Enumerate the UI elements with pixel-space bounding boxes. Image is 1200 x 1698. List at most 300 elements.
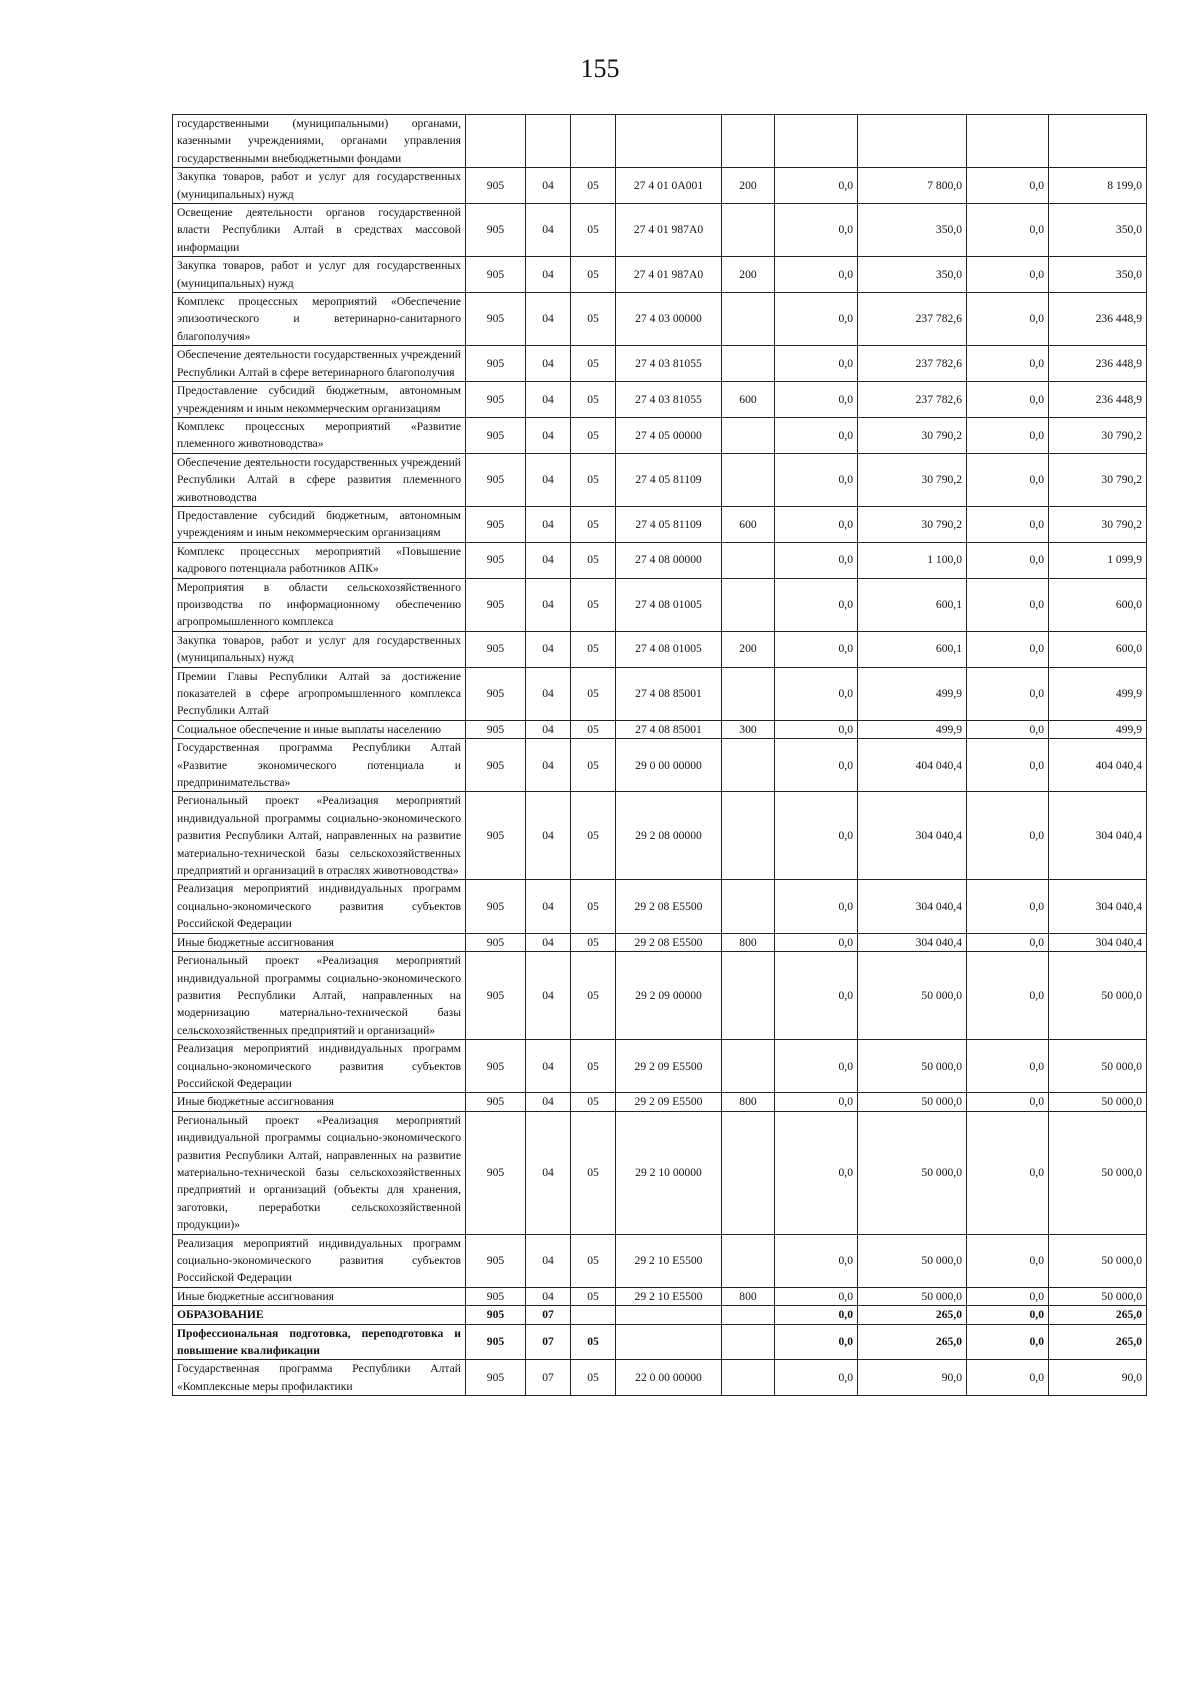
target-article-cell: 29 0 00 00000	[616, 739, 722, 792]
subsection-code-cell: 05	[571, 631, 616, 667]
ved-code-cell: 905	[466, 1287, 526, 1305]
table-row	[173, 1306, 1147, 1324]
row-name-cell: Реализация мероприятий индивидуальных программ социально-экономического развития субъектов Российской Федерации	[173, 880, 466, 933]
value-col-4-cell: 50 000,0	[1049, 1234, 1147, 1287]
value-col-4-cell: 30 790,2	[1049, 417, 1147, 453]
expense-type-cell	[722, 1234, 775, 1287]
value-col-1-cell: 0,0	[775, 204, 858, 257]
target-article-cell: 27 4 05 81109	[616, 453, 722, 506]
target-article-cell	[616, 115, 722, 168]
value-col-2-cell: 265,0	[858, 1306, 967, 1324]
section-code-cell: 04	[526, 667, 571, 720]
section-code-cell: 07	[526, 1360, 571, 1396]
subsection-code-cell: 05	[571, 542, 616, 578]
section-code-cell: 04	[526, 1040, 571, 1093]
value-col-1-cell: 0,0	[775, 792, 858, 880]
value-col-2-cell: 304 040,4	[858, 933, 967, 951]
subsection-code-cell: 05	[571, 952, 616, 1040]
target-article-cell	[616, 1306, 722, 1324]
value-col-1-cell: 0,0	[775, 1111, 858, 1234]
ved-code-cell: 905	[466, 506, 526, 542]
table-row	[173, 1234, 1147, 1287]
section-code-cell: 04	[526, 1287, 571, 1305]
ved-code-cell: 905	[466, 792, 526, 880]
row-name-cell: Государственная программа Республики Алтай «Комплексные меры профилактики	[173, 1360, 466, 1396]
value-col-2-cell: 304 040,4	[858, 792, 967, 880]
value-col-2-cell: 350,0	[858, 204, 967, 257]
value-col-3-cell	[967, 115, 1049, 168]
expense-type-cell	[722, 1040, 775, 1093]
table-body	[173, 115, 1147, 1396]
row-name-cell: Комплекс процессных мероприятий «Обеспечение эпизоотического и ветеринарно-санитарного благополучия»	[173, 293, 466, 346]
section-code-cell: 04	[526, 952, 571, 1040]
value-col-3-cell: 0,0	[967, 346, 1049, 382]
value-col-2-cell: 237 782,6	[858, 293, 967, 346]
value-col-1-cell: 0,0	[775, 542, 858, 578]
value-col-3-cell: 0,0	[967, 578, 1049, 631]
row-name-cell: Комплекс процессных мероприятий «Развитие племенного животноводства»	[173, 417, 466, 453]
subsection-code-cell: 05	[571, 417, 616, 453]
table-row	[173, 1324, 1147, 1360]
subsection-code-cell: 05	[571, 1360, 616, 1396]
target-article-cell: 27 4 05 00000	[616, 417, 722, 453]
value-col-1-cell: 0,0	[775, 1287, 858, 1305]
ved-code-cell: 905	[466, 382, 526, 418]
value-col-1-cell: 0,0	[775, 578, 858, 631]
section-code-cell: 07	[526, 1306, 571, 1324]
value-col-3-cell: 0,0	[967, 1234, 1049, 1287]
table-row	[173, 257, 1147, 293]
value-col-4-cell: 600,0	[1049, 578, 1147, 631]
value-col-4-cell: 1 099,9	[1049, 542, 1147, 578]
expense-type-cell	[722, 1306, 775, 1324]
row-name-cell: ОБРАЗОВАНИЕ	[173, 1306, 466, 1324]
subsection-code-cell	[571, 1306, 616, 1324]
section-code-cell: 04	[526, 346, 571, 382]
value-col-4-cell: 50 000,0	[1049, 1040, 1147, 1093]
value-col-4-cell: 30 790,2	[1049, 453, 1147, 506]
table-row	[173, 1093, 1147, 1111]
ved-code-cell: 905	[466, 168, 526, 204]
target-article-cell: 29 2 08 E5500	[616, 933, 722, 951]
value-col-1-cell: 0,0	[775, 933, 858, 951]
value-col-3-cell: 0,0	[967, 667, 1049, 720]
row-name-cell: Профессиональная подготовка, переподготовка и повышение квалификации	[173, 1324, 466, 1360]
value-col-3-cell: 0,0	[967, 952, 1049, 1040]
row-name-cell: Реализация мероприятий индивидуальных программ социально-экономического развития субъектов Российской Федерации	[173, 1234, 466, 1287]
value-col-2-cell: 30 790,2	[858, 417, 967, 453]
value-col-1-cell: 0,0	[775, 453, 858, 506]
section-code-cell: 04	[526, 1111, 571, 1234]
expense-type-cell	[722, 346, 775, 382]
subsection-code-cell: 05	[571, 204, 616, 257]
value-col-2-cell: 237 782,6	[858, 346, 967, 382]
value-col-2-cell: 50 000,0	[858, 952, 967, 1040]
target-article-cell: 27 4 03 81055	[616, 346, 722, 382]
subsection-code-cell: 05	[571, 578, 616, 631]
value-col-4-cell: 8 199,0	[1049, 168, 1147, 204]
section-code-cell: 04	[526, 578, 571, 631]
value-col-4-cell: 236 448,9	[1049, 346, 1147, 382]
value-col-2-cell: 1 100,0	[858, 542, 967, 578]
section-code-cell: 04	[526, 453, 571, 506]
expense-type-cell	[722, 1111, 775, 1234]
ved-code-cell: 905	[466, 1040, 526, 1093]
value-col-1-cell: 0,0	[775, 506, 858, 542]
table-row	[173, 346, 1147, 382]
value-col-4-cell: 50 000,0	[1049, 1111, 1147, 1234]
table-row	[173, 792, 1147, 880]
ved-code-cell: 905	[466, 1234, 526, 1287]
ved-code-cell: 905	[466, 720, 526, 738]
value-col-4-cell: 304 040,4	[1049, 880, 1147, 933]
target-article-cell: 29 2 09 00000	[616, 952, 722, 1040]
target-article-cell: 29 2 08 E5500	[616, 880, 722, 933]
row-name-cell: Региональный проект «Реализация мероприятий индивидуальной программы социально-экономического развития Республики Алтай, направленных на развитие материально-технической базы сельскохозяйственных предприятий и организаций (объекты для хранения, заготовки, переработки сельскохозяйственной продукции)»	[173, 1111, 466, 1234]
value-col-2-cell: 50 000,0	[858, 1093, 967, 1111]
budget-table	[172, 114, 1147, 1396]
table-row	[173, 631, 1147, 667]
expense-type-cell	[722, 667, 775, 720]
row-name-cell: Иные бюджетные ассигнования	[173, 933, 466, 951]
subsection-code-cell: 05	[571, 1324, 616, 1360]
subsection-code-cell: 05	[571, 720, 616, 738]
value-col-4-cell	[1049, 115, 1147, 168]
target-article-cell: 27 4 08 85001	[616, 720, 722, 738]
value-col-2-cell: 304 040,4	[858, 880, 967, 933]
ved-code-cell: 905	[466, 667, 526, 720]
value-col-1-cell: 0,0	[775, 1093, 858, 1111]
table-row	[173, 453, 1147, 506]
value-col-3-cell: 0,0	[967, 739, 1049, 792]
row-name-cell: Государственная программа Республики Алтай «Развитие экономического потенциала и предпринимательства»	[173, 739, 466, 792]
section-code-cell: 04	[526, 257, 571, 293]
value-col-3-cell: 0,0	[967, 382, 1049, 418]
row-name-cell: Реализация мероприятий индивидуальных программ социально-экономического развития субъектов Российской Федерации	[173, 1040, 466, 1093]
section-code-cell: 07	[526, 1324, 571, 1360]
value-col-2-cell: 600,1	[858, 578, 967, 631]
expense-type-cell	[722, 453, 775, 506]
target-article-cell: 27 4 03 81055	[616, 382, 722, 418]
value-col-1-cell: 0,0	[775, 1360, 858, 1396]
ved-code-cell: 905	[466, 880, 526, 933]
value-col-1-cell: 0,0	[775, 382, 858, 418]
value-col-3-cell: 0,0	[967, 933, 1049, 951]
subsection-code-cell: 05	[571, 453, 616, 506]
subsection-code-cell: 05	[571, 1287, 616, 1305]
section-code-cell: 04	[526, 720, 571, 738]
ved-code-cell: 905	[466, 542, 526, 578]
value-col-3-cell: 0,0	[967, 293, 1049, 346]
expense-type-cell: 800	[722, 1093, 775, 1111]
value-col-4-cell: 50 000,0	[1049, 1093, 1147, 1111]
row-name-cell: Мероприятия в области сельскохозяйственного производства по информационному обеспечению агропромышленного комплекса	[173, 578, 466, 631]
ved-code-cell: 905	[466, 933, 526, 951]
section-code-cell: 04	[526, 631, 571, 667]
subsection-code-cell	[571, 115, 616, 168]
value-col-1-cell: 0,0	[775, 346, 858, 382]
target-article-cell: 27 4 01 987A0	[616, 257, 722, 293]
subsection-code-cell: 05	[571, 257, 616, 293]
value-col-4-cell: 50 000,0	[1049, 1287, 1147, 1305]
table-row	[173, 739, 1147, 792]
value-col-3-cell: 0,0	[967, 257, 1049, 293]
expense-type-cell	[722, 952, 775, 1040]
value-col-1-cell: 0,0	[775, 168, 858, 204]
value-col-3-cell: 0,0	[967, 542, 1049, 578]
target-article-cell: 27 4 01 0A001	[616, 168, 722, 204]
target-article-cell: 29 2 10 E5500	[616, 1234, 722, 1287]
subsection-code-cell: 05	[571, 1093, 616, 1111]
ved-code-cell: 905	[466, 1306, 526, 1324]
value-col-1-cell: 0,0	[775, 1040, 858, 1093]
subsection-code-cell: 05	[571, 1040, 616, 1093]
table-row	[173, 542, 1147, 578]
row-name-cell: Обеспечение деятельности государственных учреждений Республики Алтай в сфере развития племенного животноводства	[173, 453, 466, 506]
value-col-3-cell: 0,0	[967, 1093, 1049, 1111]
value-col-2-cell: 404 040,4	[858, 739, 967, 792]
target-article-cell: 27 4 05 81109	[616, 506, 722, 542]
value-col-4-cell: 499,9	[1049, 720, 1147, 738]
expense-type-cell	[722, 792, 775, 880]
target-article-cell: 27 4 08 01005	[616, 578, 722, 631]
value-col-2-cell: 50 000,0	[858, 1234, 967, 1287]
table-row	[173, 168, 1147, 204]
table-row	[173, 204, 1147, 257]
row-name-cell: Комплекс процессных мероприятий «Повышение кадрового потенциала работников АПК»	[173, 542, 466, 578]
expense-type-cell	[722, 115, 775, 168]
expense-type-cell: 600	[722, 382, 775, 418]
expense-type-cell: 800	[722, 1287, 775, 1305]
value-col-1-cell: 0,0	[775, 1234, 858, 1287]
value-col-3-cell: 0,0	[967, 168, 1049, 204]
section-code-cell: 04	[526, 168, 571, 204]
expense-type-cell	[722, 739, 775, 792]
value-col-3-cell: 0,0	[967, 631, 1049, 667]
target-article-cell: 27 4 01 987A0	[616, 204, 722, 257]
value-col-3-cell: 0,0	[967, 453, 1049, 506]
section-code-cell: 04	[526, 792, 571, 880]
section-code-cell: 04	[526, 1234, 571, 1287]
subsection-code-cell: 05	[571, 382, 616, 418]
table-row	[173, 1360, 1147, 1396]
expense-type-cell: 800	[722, 933, 775, 951]
value-col-1-cell: 0,0	[775, 720, 858, 738]
value-col-4-cell: 50 000,0	[1049, 952, 1147, 1040]
ved-code-cell: 905	[466, 631, 526, 667]
table-row	[173, 933, 1147, 951]
page-number: 155	[580, 54, 620, 83]
value-col-3-cell: 0,0	[967, 417, 1049, 453]
row-name-cell: Обеспечение деятельности государственных учреждений Республики Алтай в сфере ветеринарного благополучия	[173, 346, 466, 382]
value-col-2-cell: 50 000,0	[858, 1111, 967, 1234]
value-col-2-cell: 50 000,0	[858, 1287, 967, 1305]
row-name-cell: Социальное обеспечение и иные выплаты населению	[173, 720, 466, 738]
table-row	[173, 880, 1147, 933]
section-code-cell: 04	[526, 293, 571, 346]
target-article-cell: 27 4 03 00000	[616, 293, 722, 346]
value-col-4-cell: 265,0	[1049, 1324, 1147, 1360]
section-code-cell: 04	[526, 739, 571, 792]
value-col-4-cell: 304 040,4	[1049, 792, 1147, 880]
value-col-3-cell: 0,0	[967, 1360, 1049, 1396]
value-col-4-cell: 600,0	[1049, 631, 1147, 667]
table-row	[173, 667, 1147, 720]
expense-type-cell	[722, 1360, 775, 1396]
row-name-cell: Иные бюджетные ассигнования	[173, 1093, 466, 1111]
value-col-1-cell	[775, 115, 858, 168]
value-col-1-cell: 0,0	[775, 952, 858, 1040]
table-row	[173, 578, 1147, 631]
ved-code-cell: 905	[466, 739, 526, 792]
value-col-1-cell: 0,0	[775, 631, 858, 667]
subsection-code-cell: 05	[571, 346, 616, 382]
value-col-2-cell: 265,0	[858, 1324, 967, 1360]
ved-code-cell: 905	[466, 952, 526, 1040]
target-article-cell: 29 2 08 00000	[616, 792, 722, 880]
subsection-code-cell: 05	[571, 933, 616, 951]
value-col-3-cell: 0,0	[967, 1324, 1049, 1360]
expense-type-cell	[722, 1324, 775, 1360]
row-name-cell: государственными (муниципальными) органами, казенными учреждениями, органами управления государственными внебюджетными фондами	[173, 115, 466, 168]
ved-code-cell: 905	[466, 204, 526, 257]
value-col-2-cell: 350,0	[858, 257, 967, 293]
value-col-1-cell: 0,0	[775, 293, 858, 346]
table-row	[173, 1111, 1147, 1234]
expense-type-cell	[722, 417, 775, 453]
target-article-cell: 29 2 09 E5500	[616, 1040, 722, 1093]
expense-type-cell	[722, 293, 775, 346]
value-col-4-cell: 304 040,4	[1049, 933, 1147, 951]
value-col-3-cell: 0,0	[967, 1111, 1049, 1234]
value-col-4-cell: 236 448,9	[1049, 382, 1147, 418]
value-col-2-cell: 600,1	[858, 631, 967, 667]
value-col-1-cell: 0,0	[775, 1306, 858, 1324]
expense-type-cell	[722, 880, 775, 933]
subsection-code-cell: 05	[571, 293, 616, 346]
section-code-cell: 04	[526, 382, 571, 418]
ved-code-cell: 905	[466, 417, 526, 453]
value-col-2-cell: 50 000,0	[858, 1040, 967, 1093]
value-col-1-cell: 0,0	[775, 739, 858, 792]
target-article-cell: 22 0 00 00000	[616, 1360, 722, 1396]
value-col-1-cell: 0,0	[775, 417, 858, 453]
section-code-cell: 04	[526, 1093, 571, 1111]
row-name-cell: Иные бюджетные ассигнования	[173, 1287, 466, 1305]
subsection-code-cell: 05	[571, 739, 616, 792]
ved-code-cell: 905	[466, 346, 526, 382]
value-col-3-cell: 0,0	[967, 1040, 1049, 1093]
row-name-cell: Закупка товаров, работ и услуг для государственных (муниципальных) нужд	[173, 631, 466, 667]
expense-type-cell	[722, 204, 775, 257]
value-col-4-cell: 350,0	[1049, 257, 1147, 293]
ved-code-cell: 905	[466, 453, 526, 506]
expense-type-cell: 600	[722, 506, 775, 542]
value-col-3-cell: 0,0	[967, 792, 1049, 880]
table-row	[173, 382, 1147, 418]
value-col-4-cell: 90,0	[1049, 1360, 1147, 1396]
ved-code-cell: 905	[466, 257, 526, 293]
row-name-cell: Закупка товаров, работ и услуг для государственных (муниципальных) нужд	[173, 257, 466, 293]
subsection-code-cell: 05	[571, 506, 616, 542]
ved-code-cell: 905	[466, 1093, 526, 1111]
table-row	[173, 952, 1147, 1040]
value-col-1-cell: 0,0	[775, 257, 858, 293]
subsection-code-cell: 05	[571, 667, 616, 720]
value-col-3-cell: 0,0	[967, 1306, 1049, 1324]
row-name-cell: Закупка товаров, работ и услуг для государственных (муниципальных) нужд	[173, 168, 466, 204]
expense-type-cell: 300	[722, 720, 775, 738]
ved-code-cell: 905	[466, 1324, 526, 1360]
row-name-cell: Предоставление субсидий бюджетным, автономным учреждениям и иным некоммерческим организациям	[173, 506, 466, 542]
table-row	[173, 506, 1147, 542]
target-article-cell: 29 2 10 00000	[616, 1111, 722, 1234]
value-col-1-cell: 0,0	[775, 880, 858, 933]
table-row	[173, 720, 1147, 738]
row-name-cell: Региональный проект «Реализация мероприятий индивидуальной программы социально-экономического развития Республики Алтай, направленных на модернизацию материально-технической базы сельскохозяйственных предприятий и организаций»	[173, 952, 466, 1040]
value-col-4-cell: 236 448,9	[1049, 293, 1147, 346]
value-col-4-cell: 350,0	[1049, 204, 1147, 257]
expense-type-cell: 200	[722, 257, 775, 293]
value-col-2-cell	[858, 115, 967, 168]
value-col-1-cell: 0,0	[775, 667, 858, 720]
section-code-cell: 04	[526, 933, 571, 951]
row-name-cell: Премии Главы Республики Алтай за достижение показателей в сфере агропромышленного комплекса Республики Алтай	[173, 667, 466, 720]
subsection-code-cell: 05	[571, 168, 616, 204]
subsection-code-cell: 05	[571, 1111, 616, 1234]
section-code-cell	[526, 115, 571, 168]
value-col-1-cell: 0,0	[775, 1324, 858, 1360]
expense-type-cell	[722, 542, 775, 578]
value-col-4-cell: 499,9	[1049, 667, 1147, 720]
expense-type-cell	[722, 578, 775, 631]
value-col-3-cell: 0,0	[967, 1287, 1049, 1305]
expense-type-cell: 200	[722, 631, 775, 667]
target-article-cell: 27 4 08 01005	[616, 631, 722, 667]
table-row	[173, 417, 1147, 453]
section-code-cell: 04	[526, 417, 571, 453]
table-row	[173, 293, 1147, 346]
subsection-code-cell: 05	[571, 1234, 616, 1287]
subsection-code-cell: 05	[571, 792, 616, 880]
table-row	[173, 1287, 1147, 1305]
value-col-2-cell: 30 790,2	[858, 506, 967, 542]
target-article-cell: 27 4 08 00000	[616, 542, 722, 578]
ved-code-cell: 905	[466, 1360, 526, 1396]
row-name-cell: Региональный проект «Реализация мероприятий индивидуальной программы социально-экономического развития Республики Алтай, направленных на развитие материально-технической базы сельскохозяйственных предприятий и организаций в отраслях животноводства»	[173, 792, 466, 880]
value-col-2-cell: 237 782,6	[858, 382, 967, 418]
row-name-cell: Предоставление субсидий бюджетным, автономным учреждениям и иным некоммерческим организациям	[173, 382, 466, 418]
value-col-4-cell: 265,0	[1049, 1306, 1147, 1324]
expense-type-cell: 200	[722, 168, 775, 204]
ved-code-cell: 905	[466, 1111, 526, 1234]
target-article-cell: 29 2 10 E5500	[616, 1287, 722, 1305]
value-col-3-cell: 0,0	[967, 880, 1049, 933]
value-col-2-cell: 90,0	[858, 1360, 967, 1396]
value-col-3-cell: 0,0	[967, 720, 1049, 738]
value-col-4-cell: 30 790,2	[1049, 506, 1147, 542]
section-code-cell: 04	[526, 542, 571, 578]
table-row	[173, 1040, 1147, 1093]
row-name-cell: Освещение деятельности органов государственной власти Республики Алтай в средствах массовой информации	[173, 204, 466, 257]
section-code-cell: 04	[526, 506, 571, 542]
value-col-2-cell: 7 800,0	[858, 168, 967, 204]
section-code-cell: 04	[526, 204, 571, 257]
ved-code-cell: 905	[466, 578, 526, 631]
table-row	[173, 115, 1147, 168]
section-code-cell: 04	[526, 880, 571, 933]
value-col-2-cell: 30 790,2	[858, 453, 967, 506]
